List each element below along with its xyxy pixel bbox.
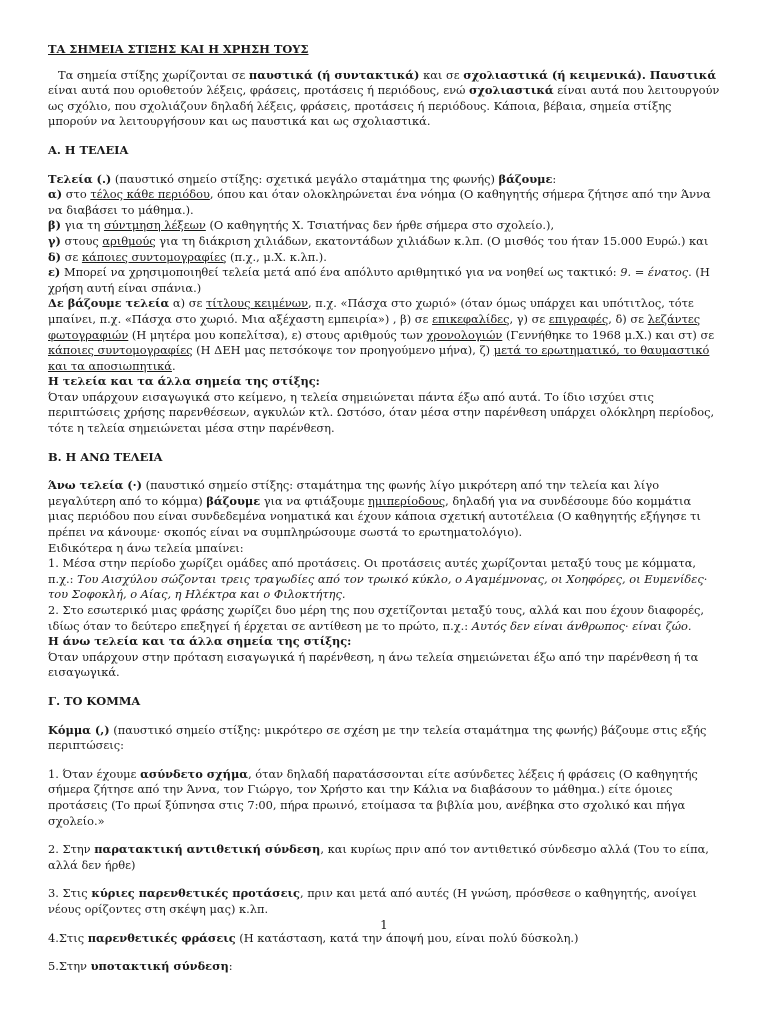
text-run: (Ο καθηγητής Χ. Τσιατήνας δεν ήρθε σήμερα στο σχολείο.), bbox=[205, 218, 555, 233]
section-b-heading: Β. Η ΑΝΩ ΤΕΛΕΙΑ bbox=[48, 449, 163, 464]
paragraph-line bbox=[48, 603, 720, 634]
paragraph-line bbox=[48, 634, 720, 650]
text-run: Η τελεία και τα άλλα σημεία της στίξης: bbox=[48, 374, 320, 389]
text-run: για να φτιάξουμε bbox=[260, 493, 368, 508]
paragraph-line bbox=[48, 250, 720, 266]
text-run: (παυστικό σημείο στίξης: μικρότερο σε σχέση με την τελεία σταμάτημα της φωνής) βάζουμε στις εξής περιπτώσεις: bbox=[48, 722, 707, 753]
text-run: Δε βάζουμε τελεία bbox=[48, 296, 170, 311]
text-run: βάζουμε bbox=[206, 493, 261, 508]
text-run: λεζάντες φωτογραφιών bbox=[48, 311, 701, 342]
text-run: κάποιες συντομογραφίες bbox=[81, 249, 227, 264]
paragraph-line bbox=[48, 886, 720, 917]
text-run: στους bbox=[60, 233, 103, 248]
paragraph-line bbox=[48, 265, 720, 296]
text-run: τίτλους κειμένων bbox=[206, 296, 308, 311]
text-run: , π.χ. «Πάσχα στο χωριό» (όταν όμως υπάρχει και υπότιτλος, τότε μπαίνει, π.χ. «Πάσχα στο χωριό. Μια αξέχαστη εμπειρία») , β) σε bbox=[48, 296, 694, 326]
text-run: χρονολογιών bbox=[426, 327, 503, 342]
text-run: 2. Στο εσωτερικό μιας φράσης χωρίζει δυο μέρη της που σχετίζονται μεταξύ τους, αλλά και που έχουν διαφορές, ιδίως όταν το δεύτερο επεξηγεί ή έρχεται σε αντίθεση με το πρώτο, π.χ.: bbox=[48, 603, 705, 633]
paragraph-line bbox=[48, 187, 720, 218]
text-run: σχολιαστικά (ή κειμενικά). Παυστικά bbox=[463, 67, 717, 82]
paragraph-line bbox=[48, 650, 720, 681]
paragraph-line bbox=[48, 234, 720, 250]
text-run: σχολιαστικά bbox=[469, 83, 554, 98]
section-b-body bbox=[48, 478, 720, 681]
text-run: , πριν και μετά από αυτές (Η γνώση, πρόσθεσε ο καθηγητής, ανοίγει νέους ορίζοντες στη σκέψη μας) κ.λπ. bbox=[48, 886, 697, 916]
text-run: κύριες παρενθετικές προτάσεις bbox=[91, 886, 300, 901]
text-run: παρενθετικές φράσεις bbox=[87, 930, 236, 945]
text-run: παυστικά (ή συντακτικά) bbox=[248, 67, 420, 82]
text-run: επιγραφές bbox=[548, 311, 609, 326]
paragraph-line bbox=[48, 556, 720, 603]
text-run: Η άνω τελεία και τα άλλα σημεία της στίξης: bbox=[48, 634, 352, 649]
text-run: Άνω τελεία (·) bbox=[48, 478, 143, 493]
text-run: (π.χ., μ.Χ. κ.λπ.). bbox=[226, 249, 327, 264]
text-run: (παυστικό σημείο στίξης: σχετικά μεγάλο σταμάτημα της φωνής) bbox=[111, 171, 499, 186]
text-run: Αυτός δεν είναι άνθρωπος· είναι ζώο. bbox=[471, 618, 692, 633]
text-run: : bbox=[228, 959, 233, 974]
page-number: 1 bbox=[380, 918, 388, 932]
text-run: σε bbox=[61, 249, 82, 264]
text-run: μετά το ερωτηματικό, το θαυμαστικό και τα αποσιωπητικά bbox=[48, 343, 710, 373]
text-run: αριθμούς bbox=[102, 233, 156, 248]
text-run: και σε bbox=[419, 67, 464, 82]
text-run: υποτακτική σύνδεση bbox=[90, 959, 229, 974]
text-run: στο bbox=[62, 187, 91, 202]
text-run: ημιπερίοδους bbox=[368, 493, 446, 508]
text-run: 5.Στην bbox=[48, 959, 91, 974]
text-run: σύντμηση λέξεων bbox=[103, 218, 206, 233]
paragraph-line bbox=[48, 296, 720, 374]
text-run: α) bbox=[48, 187, 63, 202]
text-run: 1. Όταν έχουμε bbox=[48, 766, 141, 781]
text-run: , γ) σε bbox=[509, 311, 549, 326]
paragraph-line bbox=[48, 374, 720, 390]
text-run: είναι αυτά που λειτουργούν ως σχόλιο, που σχολιάζουν δηλαδή λέξεις, φράσεις, προτάσεις ή περιόδους. Κάποια, βέβαια, σημεία στίξης μπορούν να λειτουργήσουν και ως παυστικά και ως σχολιαστικά. bbox=[48, 83, 720, 129]
paragraph-line bbox=[48, 842, 720, 873]
paragraph-line bbox=[48, 478, 720, 540]
text-run: Του Αισχύλου σώζονται τρεις τραγωδίες από τον τρωικό κύκλο, ο Αγαμέμνονας, οι Χοηφόρες, οι Ευμενίδες· του Σοφοκλή, ο Αίας, η Ηλέκτρα και ο Φιλοκτήτης. bbox=[48, 571, 708, 602]
text-run: (Γεννήθηκε το 1968 μ.Χ.) και στ) σε bbox=[502, 327, 715, 342]
paragraph-line bbox=[48, 172, 720, 188]
text-run: 4.Στις bbox=[48, 930, 88, 945]
text-run: , και κυρίως πριν από τον αντιθετικό σύνδεσμο αλλά (Του το είπα, αλλά δεν ήρθε) bbox=[48, 842, 709, 872]
section-c-heading: Γ. ΤΟ ΚΟΜΜΑ bbox=[48, 693, 141, 708]
text-run: 2. Στην bbox=[48, 842, 95, 857]
text-run: . (Η χρήση αυτή είναι σπάνια.) bbox=[48, 265, 710, 295]
text-run: είναι αυτά που οριοθετούν λέξεις, φράσεις, προτάσεις ή περιόδους, ενώ bbox=[48, 83, 469, 98]
text-run: Ειδικότερα η άνω τελεία μπαίνει: bbox=[48, 540, 244, 555]
section-a-body bbox=[48, 172, 720, 437]
text-run: ε) bbox=[48, 265, 61, 280]
text-run: Μπορεί να χρησιμοποιηθεί τελεία μετά από ένα απόλυτο αριθμητικό για να νοηθεί ως τακτικό: bbox=[60, 265, 621, 280]
paragraph-line bbox=[48, 541, 720, 557]
section-c-items bbox=[48, 767, 720, 975]
text-run: επικεφαλίδες bbox=[432, 311, 510, 326]
paragraph-line bbox=[48, 767, 720, 829]
text-run: Όταν υπάρχουν εισαγωγικά στο κείμενο, η τελεία σημειώνεται πάντα έξω από αυτά. Το ίδιο ισχύει στις περιπτώσεις χρήσης παρενθέσεων, αγκυλών κτλ. Ωστόσο, όταν μέσα στην παρένθεση υπάρχει ολόκληρη περίοδος, τότε η τελεία σημειώνεται μέσα στην παρένθεση. bbox=[48, 389, 715, 436]
text-run: 3. Στις bbox=[48, 886, 92, 901]
intro-paragraph bbox=[48, 68, 720, 130]
document-title: ΤΑ ΣΗΜΕΙΑ ΣΤΙΞΗΣ ΚΑΙ Η ΧΡΗΣΗ ΤΟΥΣ bbox=[48, 42, 309, 56]
paragraph-line bbox=[48, 390, 720, 437]
text-run: γ) bbox=[48, 233, 61, 248]
text-run: , δ) σε bbox=[608, 311, 648, 326]
text-run: , όταν δηλαδή παρατάσσονται είτε ασύνδετες λέξεις ή φράσεις (Ο καθηγητής σήμερα ζήτησε από την Άννα, τον Γιώργο, τον Χρήστο και την Κάλια να διαβάσουν το μάθημα.) είτε όμοιες προτάσεις (Το πρωί ξύπνησα στις 7:00, πήρα πρωινό, ετοίμασα τα βιβλία μου, ανέβηκα στο σχολικό και πήγα σχολείο.» bbox=[48, 766, 698, 828]
text-run: (παυστικό σημείο στίξης: σταμάτημα της φωνής λίγο μικρότερη από την τελεία και λίγο μεγαλύτερη από το κόμμα) bbox=[48, 478, 660, 508]
text-run: τέλος κάθε περιόδου bbox=[90, 187, 210, 202]
paragraph-line bbox=[48, 959, 720, 975]
text-run: Τα σημεία στίξης χωρίζονται σε bbox=[58, 67, 249, 82]
text-run: για τη bbox=[60, 218, 104, 233]
section-a-heading: Α. Η ΤΕΛΕΙΑ bbox=[48, 142, 129, 157]
text-run: για τη διάκριση χιλιάδων, εκατοντάδων χιλιάδων κ.λπ. (Ο μισθός του ήταν 15.000 Ευρώ.) και bbox=[155, 233, 709, 248]
paragraph-line bbox=[48, 218, 720, 234]
text-run: Τελεία (.) bbox=[48, 171, 112, 186]
text-run: (Η κατάσταση, κατά την άποψή μου, είναι πολύ δύσκολη.) bbox=[235, 930, 579, 945]
text-run: (Η μητέρα μου κοπελίτσα), ε) στους αριθμούς των bbox=[128, 327, 427, 342]
text-run: 9. = ένατος bbox=[620, 265, 689, 280]
text-run: , όπου και όταν ολοκληρώνεται ένα νόημα (Ο καθηγητής σήμερα ζήτησε από την Άννα να διαβάσει το μάθημα.). bbox=[48, 187, 711, 217]
text-run: β) bbox=[48, 218, 61, 233]
text-run: α) σε bbox=[169, 296, 206, 311]
text-run: ασύνδετο σχήμα bbox=[140, 766, 249, 781]
text-run: , δηλαδή για να συνδέσουμε δύο κομμάτια μιας περιόδου που είναι συνδεδεμένα νοηματικά και έχουν κάποια σχετική αυτοτέλεια (Ο καθηγητής εξήγησε τι πρέπει να κάνουμε· σκοπός είναι να συμπληρώσουμε σωστά το ερωτηματολόγιο). bbox=[48, 493, 701, 540]
text-run: (Η ΔΕΗ μας πετσόκοψε τον προηγούμενο μήνα), ζ) bbox=[192, 343, 494, 358]
section-c-intro bbox=[48, 723, 720, 754]
text-run: κάποιες συντομογραφίες bbox=[48, 343, 193, 358]
text-run: : bbox=[552, 171, 557, 186]
text-run: δ) bbox=[48, 249, 61, 264]
text-run: . bbox=[171, 358, 176, 373]
text-run: βάζουμε bbox=[498, 171, 553, 186]
text-run: παρατακτική αντιθετική σύνδεση bbox=[94, 842, 321, 857]
text-run: Κόμμα (,) bbox=[48, 722, 110, 737]
text-run: 1. Μέσα στην περίοδο χωρίζει ομάδες από προτάσεις. Οι προτάσεις αυτές χωρίζονται μεταξύ τους με κόμματα, π.χ.: bbox=[48, 556, 697, 586]
text-run: Όταν υπάρχουν στην πρόταση εισαγωγικά ή παρένθεση, η άνω τελεία σημειώνεται έξω από την παρένθεση ή τα εισαγωγικά. bbox=[48, 649, 699, 680]
